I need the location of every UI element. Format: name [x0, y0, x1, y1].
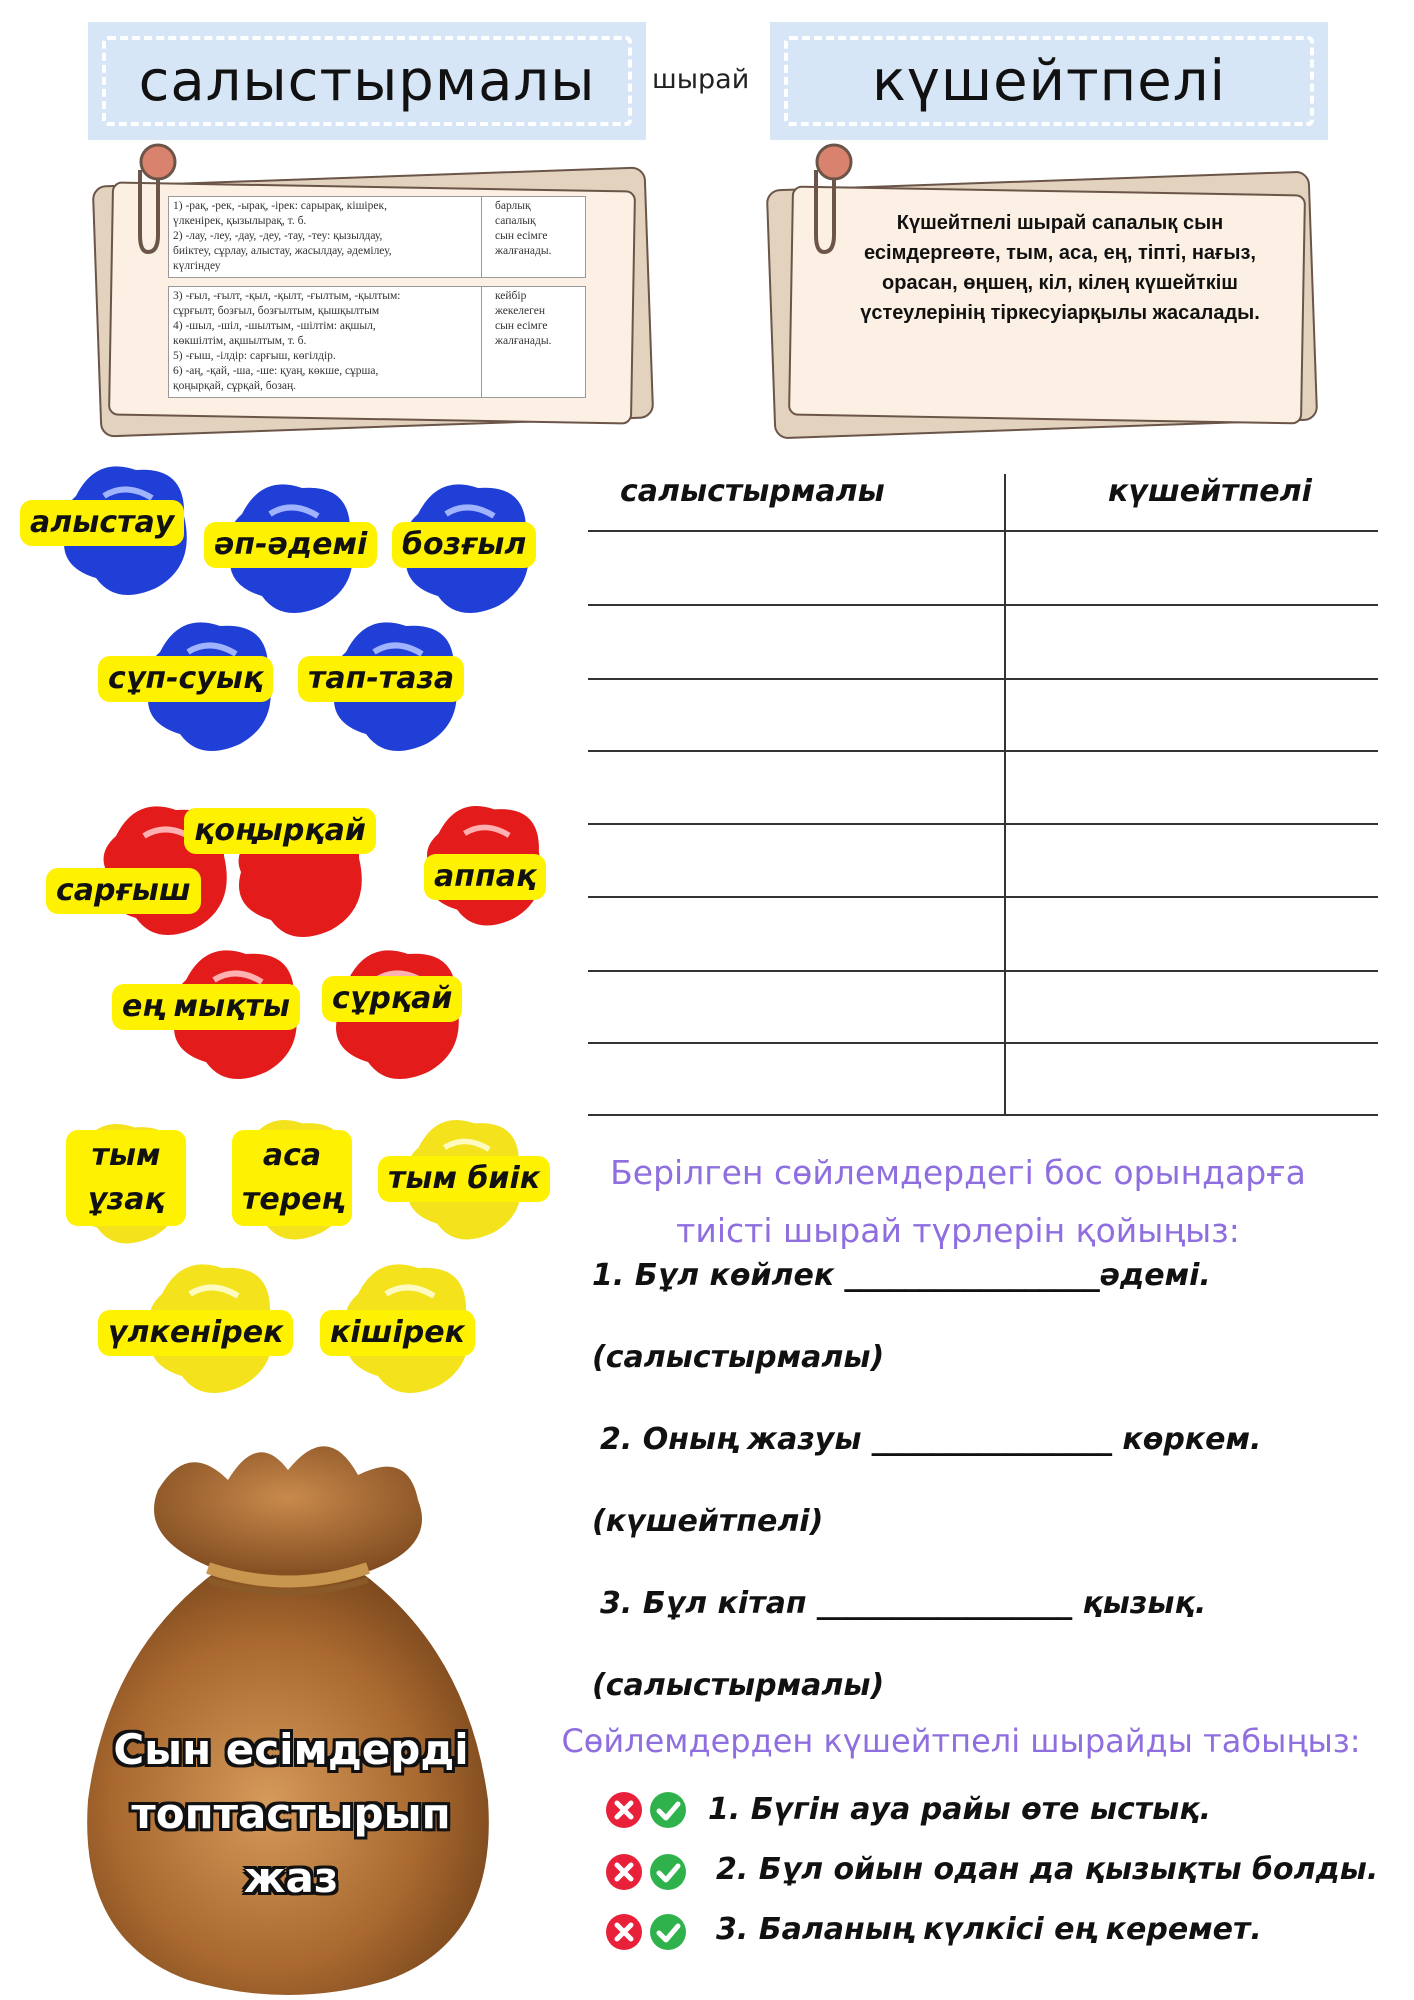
word-tag-red[interactable]: қоңырқай — [184, 808, 376, 854]
exercise2-instruction: Сөйлемдерден күшейтпелі шырайды табыңыз: — [561, 1722, 1361, 1760]
check-icon[interactable] — [648, 1852, 688, 1892]
table-line — [588, 1042, 1378, 1044]
exercise1-hint-2: (күшейтпелі) — [592, 1504, 824, 1539]
table-line — [588, 823, 1378, 825]
exercise2-sentence-1: 1. Бүгін ауа райы өте ыстық. — [708, 1792, 1212, 1827]
table-line — [588, 1114, 1378, 1116]
table-divider — [1004, 474, 1006, 1116]
word-tag-blue[interactable]: әп-әдемі — [204, 522, 377, 568]
exercise1-hint-3: (салыстырмалы) — [592, 1668, 885, 1703]
table-line — [588, 604, 1378, 606]
banner-comparative-label: салыстырмалы — [138, 48, 596, 114]
exercise2-sentence-2: 2. Бұл ойын одан да қызықты болды. — [716, 1852, 1379, 1887]
exercise1-hint-1: (салыстырмалы) — [592, 1340, 885, 1375]
exercise1-sentence-3: 3. Бұл кітап _________________ қызық. — [600, 1586, 1207, 1621]
table-line — [588, 530, 1378, 532]
word-tag-yellow[interactable]: кішірек — [320, 1310, 475, 1356]
exercise1-sentence-2: 2. Оның жазуы ________________ көркем. — [600, 1422, 1262, 1457]
word-tag-blue[interactable]: тап-таза — [298, 656, 464, 702]
word-tag-red[interactable]: ең мықты — [112, 984, 300, 1030]
word-tag-red[interactable]: аппақ — [424, 854, 546, 900]
check-icon[interactable] — [648, 1790, 688, 1830]
bag-label: Сын есімдерді топтастырып жаз — [113, 1725, 469, 1902]
word-tag-yellow[interactable]: тым ұзақ — [66, 1130, 186, 1226]
table-line — [588, 678, 1378, 680]
table-header-comparative: салыстырмалы — [620, 474, 885, 509]
word-tag-blue[interactable]: алыстау — [20, 500, 184, 546]
word-tag-blue[interactable]: сұп-суық — [98, 656, 273, 702]
suffix-block-1: 1) -рақ, -рек, -ырақ, -ірек: сарырақ, кішірек, үлкенірек, қызылырақ, т. б. 2) -лау, -леу, -дау, -деу, -тау, -теу: қызылдау, биіктеу, сұрлау, алыстау, жасылдау, әдемілеу, күлгіндеу барлық сапалық сын есімге жалғанады. — [168, 196, 586, 278]
cross-icon[interactable] — [604, 1790, 644, 1830]
cross-icon[interactable] — [604, 1912, 644, 1952]
check-icon[interactable] — [648, 1912, 688, 1952]
table-line — [588, 750, 1378, 752]
table-line — [588, 970, 1378, 972]
word-tag-yellow[interactable]: аса терең — [232, 1130, 352, 1226]
table-header-intensive: күшейтпелі — [1108, 474, 1312, 509]
banner-connector: шырай — [652, 64, 750, 95]
word-tag-blue[interactable]: бозғыл — [392, 522, 536, 568]
suffix-block-2: 3) -ғыл, -ғылт, -қыл, -қылт, -ғылтым, -қылтым: сұрғылт, бозғыл, бозғылтым, қышқылтым 4) -шыл, -шіл, -шылтым, -шілтім: ақшыл, көкшілтім, ақшылтым, т. б. 5) -ғыш, -ілдір: сарғыш, көгілдір. 6) -аң, -қай, -ша, -ше: қуаң, көкше, сұрша, қоңырқай, сұрқай, бозаң. кейбір жекелеген сын есімге жалғанады. — [168, 286, 586, 398]
exercise1-sentence-1: 1. Бұл көйлек _________________әдемі. — [592, 1258, 1211, 1293]
exercise2-sentence-3: 3. Баланың күлкісі ең керемет. — [716, 1912, 1262, 1947]
word-tag-yellow[interactable]: тым биік — [378, 1156, 550, 1202]
sack-icon — [68, 1420, 508, 2000]
banner-intensive-label: күшейтпелі — [871, 48, 1227, 114]
word-tag-red[interactable]: сұрқай — [322, 976, 462, 1022]
table-line — [588, 896, 1378, 898]
word-tag-red[interactable]: сарғыш — [46, 868, 201, 914]
banner-comparative — [88, 22, 646, 140]
word-tag-yellow[interactable]: үлкенірек — [98, 1310, 293, 1356]
cross-icon[interactable] — [604, 1852, 644, 1892]
intensive-definition: Күшейтпелі шырай сапалық сын есімдергеөте, тым, аса, ең, тіпті, нағыз, орасан, өңшең, кіл, кілең күшейткіш үстеулерінің тіркесуіарқылы жасалады. — [860, 212, 1260, 324]
exercise1-instruction: Берілген сөйлемдердегі бос орындарға тиісті шырай түрлерін қойыңыз: — [610, 1153, 1306, 1250]
banner-intensive — [770, 22, 1328, 140]
